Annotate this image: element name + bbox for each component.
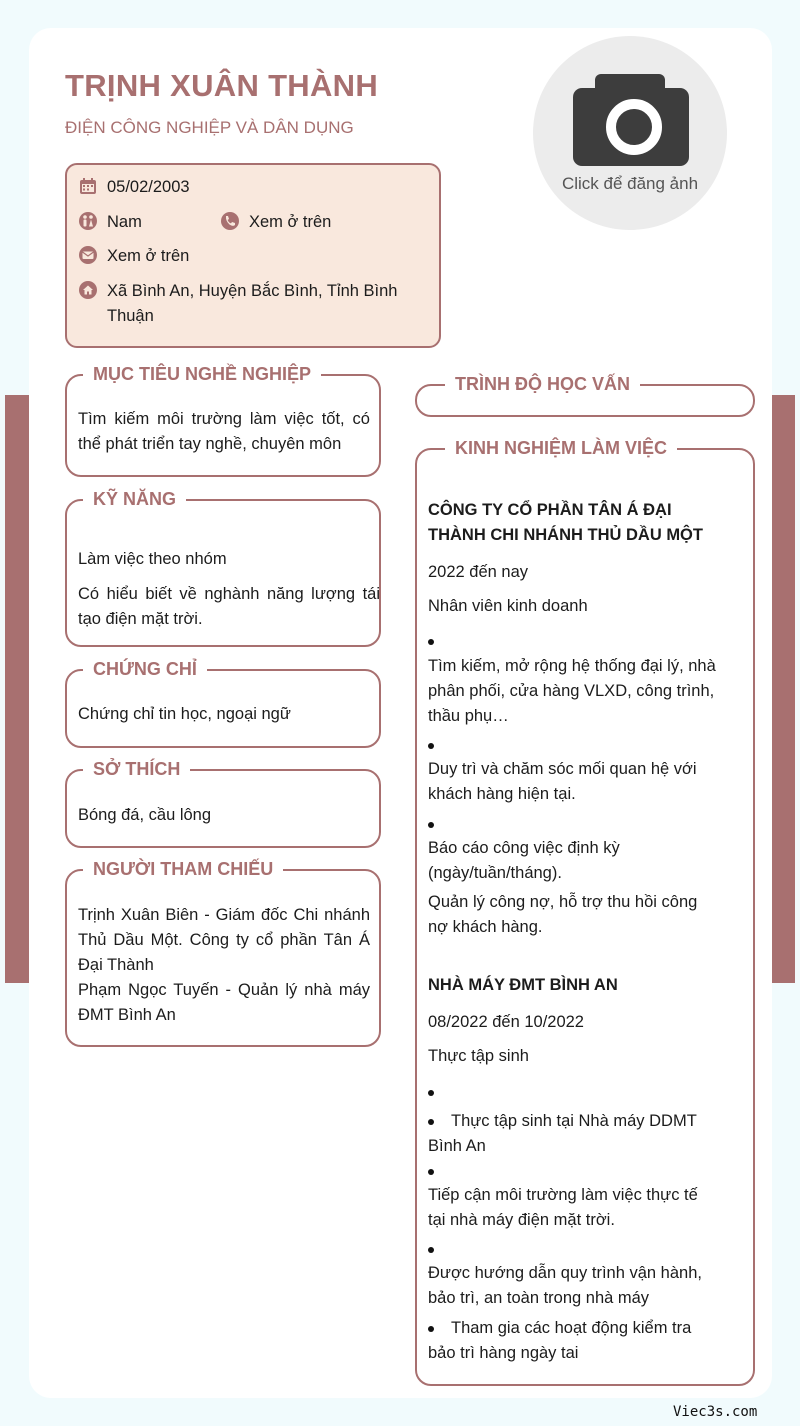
candidate-name: TRỊNH XUÂN THÀNH <box>65 68 379 103</box>
reference-item: Trịnh Xuân Biên - Giám đốc Chi nhánh Thủ Dầu Một. Công ty cổ phần Tân Á Đại Thành <box>78 906 370 974</box>
certificates-text: Chứng chỉ tin học, ngoại ngữ <box>78 705 291 723</box>
personal-info-box <box>65 163 441 348</box>
experience-section <box>415 438 755 1386</box>
job-detail: Tiếp cận môi trường làm việc thực tế tại nhà máy điện mặt trời. <box>428 1186 698 1229</box>
job-detail: Báo cáo công việc định kỳ (ngày/tuần/tháng). <box>428 839 620 882</box>
references-title: NGƯỜI THAM CHIẾU <box>83 857 283 881</box>
email: Xem ở trên <box>107 247 190 265</box>
birthday: 05/02/2003 <box>107 178 190 196</box>
job-title: ĐIỆN CÔNG NGHIỆP VÀ DÂN DỤNG <box>65 118 354 137</box>
skill-item: Làm việc theo nhóm <box>78 550 227 568</box>
gender: Nam <box>107 213 142 231</box>
job-period: 2022 đến nay <box>428 563 529 581</box>
objective-section <box>65 364 381 477</box>
email-icon <box>78 245 98 265</box>
job-position: Nhân viên kinh doanh <box>428 597 588 615</box>
references-section <box>65 859 381 1047</box>
hobbies-section <box>65 759 381 848</box>
reference-item: Phạm Ngọc Tuyến - Quản lý nhà máy ĐMT Bình An <box>78 981 370 1024</box>
education-title: TRÌNH ĐỘ HỌC VẤN <box>445 372 640 396</box>
bullet <box>428 822 434 828</box>
phone-icon <box>220 211 240 231</box>
photo-upload[interactable] <box>533 36 727 230</box>
home-icon <box>78 280 98 300</box>
skill-item: Có hiểu biết về nghành năng lượng tái tạo điện mặt trời. <box>78 585 380 628</box>
job-detail: Tham gia các hoạt động kiểm tra bảo trì hàng ngày tai <box>428 1319 692 1362</box>
bullet <box>428 1169 434 1175</box>
objective-text: Tìm kiếm môi trường làm việc tốt, có thể phát triển tay nghề, chuyên môn <box>78 410 370 453</box>
bullet <box>428 1247 434 1253</box>
objective-title: MỤC TIÊU NGHỀ NGHIỆP <box>83 362 321 386</box>
address: Xã Bình An, Huyện Bắc Bình, Tỉnh Bình Thuận <box>107 282 398 325</box>
job-position: Thực tập sinh <box>428 1047 529 1065</box>
watermark: Viec3s.com <box>673 1404 758 1420</box>
photo-upload-label: Click để đăng ảnh <box>561 174 699 193</box>
job-period: 08/2022 đến 10/2022 <box>428 1013 584 1031</box>
job-detail: Được hướng dẫn quy trình vận hành, bảo trì, an toàn trong nhà máy <box>428 1264 702 1307</box>
right-accent-bar <box>772 395 795 983</box>
gender-icon <box>78 211 98 231</box>
bullet <box>428 743 434 749</box>
skills-section <box>65 489 381 647</box>
bullet <box>428 639 434 645</box>
company-name: NHÀ MÁY ĐMT BÌNH AN <box>428 976 618 994</box>
job-detail: Tìm kiếm, mở rộng hệ thống đại lý, nhà phân phối, cửa hàng VLXD, công trình, thầu phụ… <box>428 657 716 725</box>
education-section <box>415 374 755 417</box>
job-detail: Thực tập sinh tại Nhà máy DDMT Bình An <box>428 1112 697 1155</box>
company-name: CÔNG TY CỔ PHẦN TÂN Á ĐẠI THÀNH CHI NHÁNH THỦ DẦU MỘT <box>428 501 703 544</box>
left-accent-bar <box>5 395 29 983</box>
hobbies-text: Bóng đá, cầu lông <box>78 806 212 824</box>
certificates-title: CHỨNG CHỈ <box>83 657 207 681</box>
phone: Xem ở trên <box>249 213 332 231</box>
calendar-icon <box>78 176 98 196</box>
bullet <box>428 1090 434 1096</box>
skills-title: KỸ NĂNG <box>83 487 186 511</box>
hobbies-title: SỞ THÍCH <box>83 757 190 781</box>
job-detail: Duy trì và chăm sóc mối quan hệ với khách hàng hiện tại. <box>428 760 697 803</box>
certificates-section <box>65 659 381 748</box>
experience-title: KINH NGHIỆM LÀM VIỆC <box>445 436 677 460</box>
job-detail: Quản lý công nợ, hỗ trợ thu hồi công nợ khách hàng. <box>428 893 698 936</box>
